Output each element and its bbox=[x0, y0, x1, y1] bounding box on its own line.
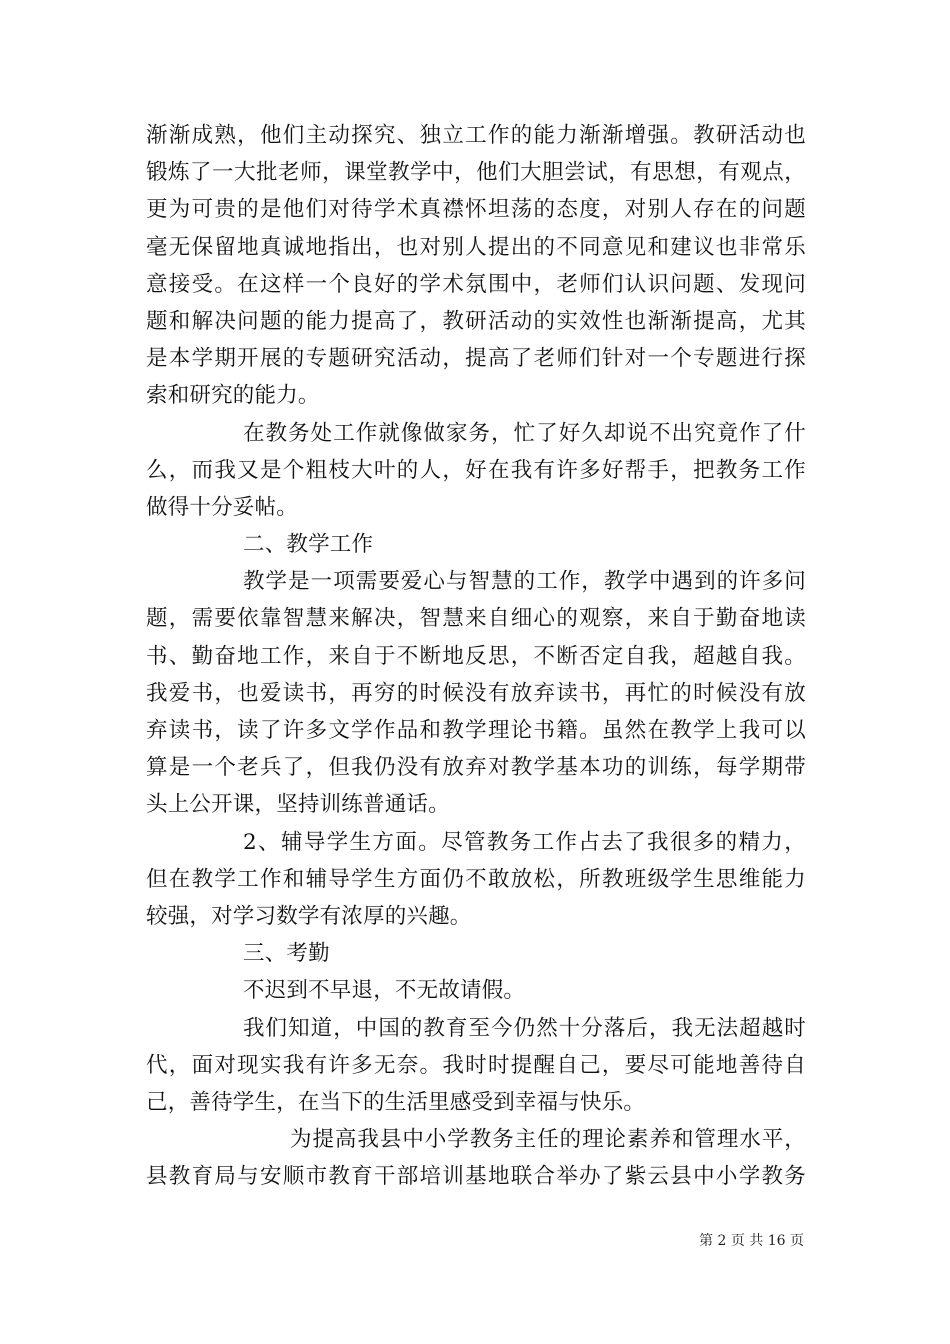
text-line: 是本学期开展的专题研究活动，提高了老师们针对一个专题进行探 bbox=[146, 346, 806, 372]
text-line: 但在教学工作和辅导学生方面仍不敢放松，所教班级学生思维能力 bbox=[146, 866, 806, 892]
text-line: 书、勤奋地工作，来自于不断地反思，不断否定自我，超越自我。 bbox=[146, 643, 806, 669]
text-line: 较强，对学习数学有浓厚的兴趣。 bbox=[146, 903, 472, 929]
text-line: 更为可贵的是他们对待学术真襟怀坦荡的态度，对别人存在的问题 bbox=[146, 197, 806, 223]
text-line: 代，面对现实我有许多无奈。我时时提醒自己，要尽可能地善待自 bbox=[146, 1052, 806, 1078]
body-text bbox=[146, 117, 806, 1195]
text-line: 题和解决问题的能力提高了，教研活动的实效性也渐渐提高，尤其 bbox=[146, 308, 806, 334]
text-line: 己，善待学生，在当下的生活里感受到幸福与快乐。 bbox=[146, 1089, 646, 1115]
section-heading: 三、考勤 bbox=[243, 941, 330, 967]
text-line: 在教务处工作就像做家务，忙了好久却说不出究竟作了什 bbox=[243, 420, 806, 446]
text-line: 么，而我又是个粗枝大叶的人，好在我有许多好帮手，把教务工作 bbox=[146, 457, 806, 483]
text-line: 锻炼了一大批老师，课堂教学中，他们大胆尝试，有思想，有观点， bbox=[146, 160, 806, 186]
text-line: 不迟到不早退，不无故请假。 bbox=[243, 978, 526, 1004]
text-line: 题，需要依靠智慧来解决，智慧来自细心的观察，来自于勤奋地读 bbox=[146, 606, 806, 632]
text-line: 做得十分妥帖。 bbox=[146, 494, 298, 520]
text-line: 算是一个老兵了，但我仍没有放弃对教学基本功的训练，每学期带 bbox=[146, 755, 806, 781]
text-line: 我爱书，也爱读书，再穷的时候没有放弃读书，再忙的时候没有放 bbox=[146, 680, 806, 706]
text-line: 县教育局与安顺市教育干部培训基地联合举办了紫云县中小学教务 bbox=[146, 1164, 806, 1190]
text-line: 渐渐成熟，他们主动探究、独立工作的能力渐渐增强。教研活动也 bbox=[146, 123, 806, 148]
text-line: 2、辅导学生方面。尽管教务工作占去了我很多的精力， bbox=[243, 829, 806, 855]
text-line: 弃读书，读了许多文学作品和教学理论书籍。虽然在教学上我可以 bbox=[146, 718, 806, 743]
text-line: 意接受。在这样一个良好的学术氛围中，老师们认识问题、发现问 bbox=[146, 271, 806, 297]
text-line: 索和研究的能力。 bbox=[146, 383, 320, 409]
text-line: 为提高我县中小学教务主任的理论素养和管理水平， bbox=[290, 1127, 806, 1153]
text-line: 教学是一项需要爱心与智慧的工作，教学中遇到的许多问 bbox=[243, 569, 806, 595]
page-footer: 第 2 页 共 16 页 bbox=[699, 1233, 804, 1249]
text-line: 我们知道，中国的教育至今仍然十分落后，我无法超越时 bbox=[243, 1015, 806, 1041]
section-heading: 二、教学工作 bbox=[243, 532, 374, 558]
text-line: 毫无保留地真诚地指出，也对别人提出的不同意见和建议也非常乐 bbox=[146, 234, 806, 260]
text-line: 头上公开课，坚持训练普通话。 bbox=[146, 792, 450, 818]
